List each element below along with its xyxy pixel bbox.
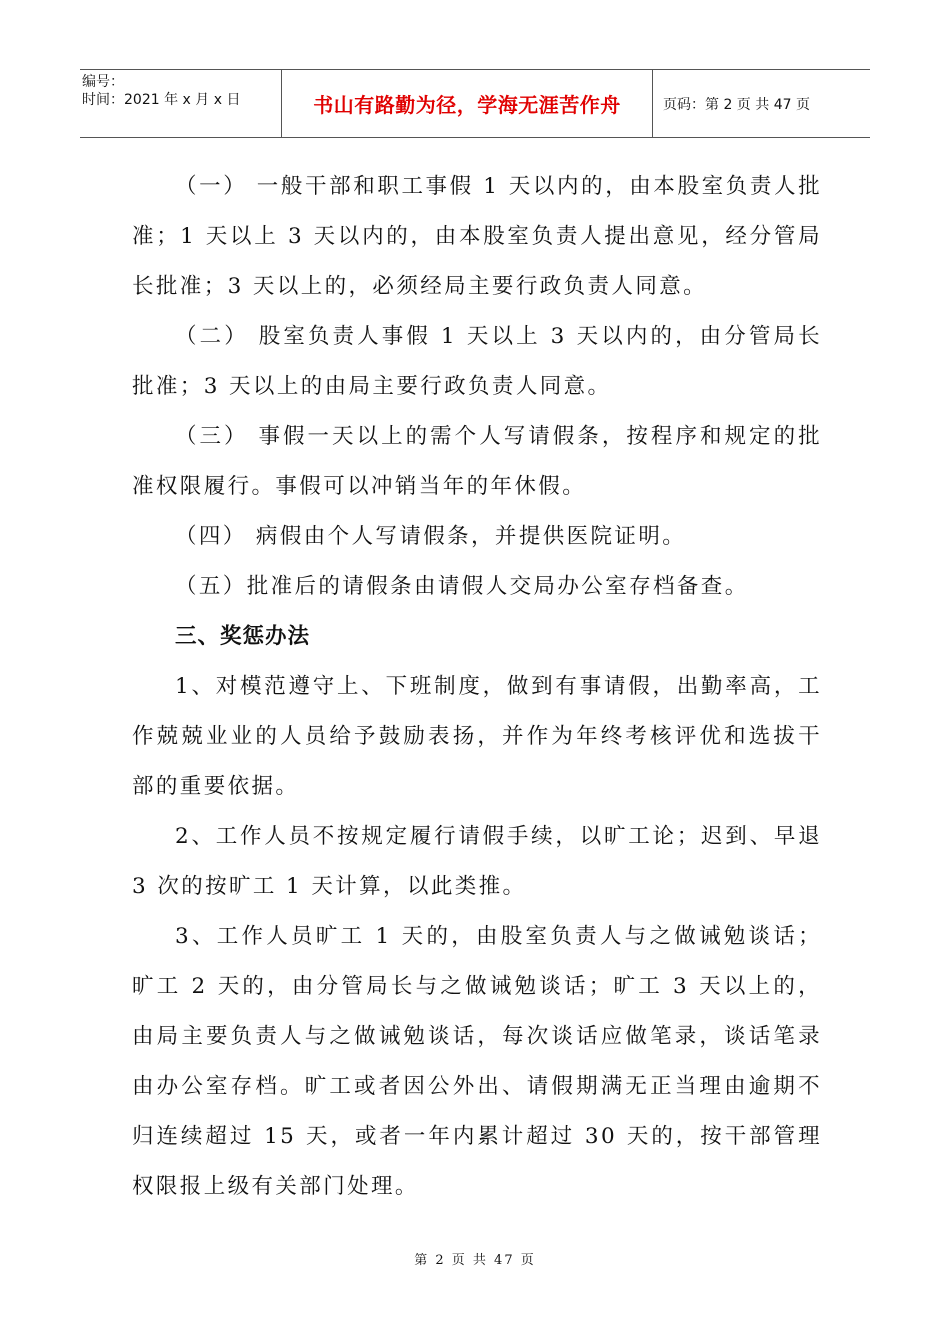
header-meta <box>80 70 282 137</box>
header-page-info: 页码：第 2 页 共 47 页 <box>663 96 810 113</box>
leave-rule-5: （五）批准后的请假条由请假人交局办公室存档备查。 <box>175 574 749 599</box>
page-footer: 第 2 页 共 47 页 <box>414 1253 536 1268</box>
reward-item-3: 3、工作人员旷工 1 天的，由股室负责人与之做诫勉谈话；旷工 2 天的，由分管局长与之做诫勉谈话；旷工 3 天以上的，由局主要负责人与之做诫勉谈话，每次谈话应做笔录，谈话笔录由办公室存档。旷工或者因公外出、请假期满无正当理由逾期不归连续超过 15 天，或者一年内累计超过 30 天的，按干部管理权限报上级有关部门处理。 <box>132 924 822 1199</box>
leave-rule-3: （三） 事假一天以上的需个人写请假条，按程序和规定的批准权限履行。事假可以冲销当年的年休假。 <box>132 424 822 499</box>
leave-rule-2: （二） 股室负责人事假 1 天以上 3 天以内的，由分管局长批准；3 天以上的由局主要行政负责人同意。 <box>132 324 822 399</box>
page-header <box>80 69 870 138</box>
leave-rule-4: （四） 病假由个人写请假条，并提供医院证明。 <box>175 524 687 549</box>
reward-item-2: 2、工作人员不按规定履行请假手续，以旷工论；迟到、早退 3 次的按旷工 1 天计算，以此类推。 <box>132 824 822 899</box>
document-body <box>132 162 822 1212</box>
header-motto: 书山有路勤为径，学海无涯苦作舟 <box>282 70 653 137</box>
reward-item-1: 1、对模范遵守上、下班制度，做到有事请假，出勤率高，工作兢兢业业的人员给予鼓励表扬，并作为年终考核评优和选拔干部的重要依据。 <box>132 674 822 799</box>
doc-number-label: 编号： <box>82 74 124 90</box>
section-heading: 三、奖惩办法 <box>175 624 311 649</box>
leave-rule-1: （一） 一般干部和职工事假 1 天以内的，由本股室负责人批准；1 天以上 3 天以内的，由本股室负责人提出意见，经分管局长批准；3 天以上的，必须经局主要行政负责人同意。 <box>132 174 822 299</box>
doc-date: 时间：2021 年 x 月 x 日 <box>82 92 241 108</box>
